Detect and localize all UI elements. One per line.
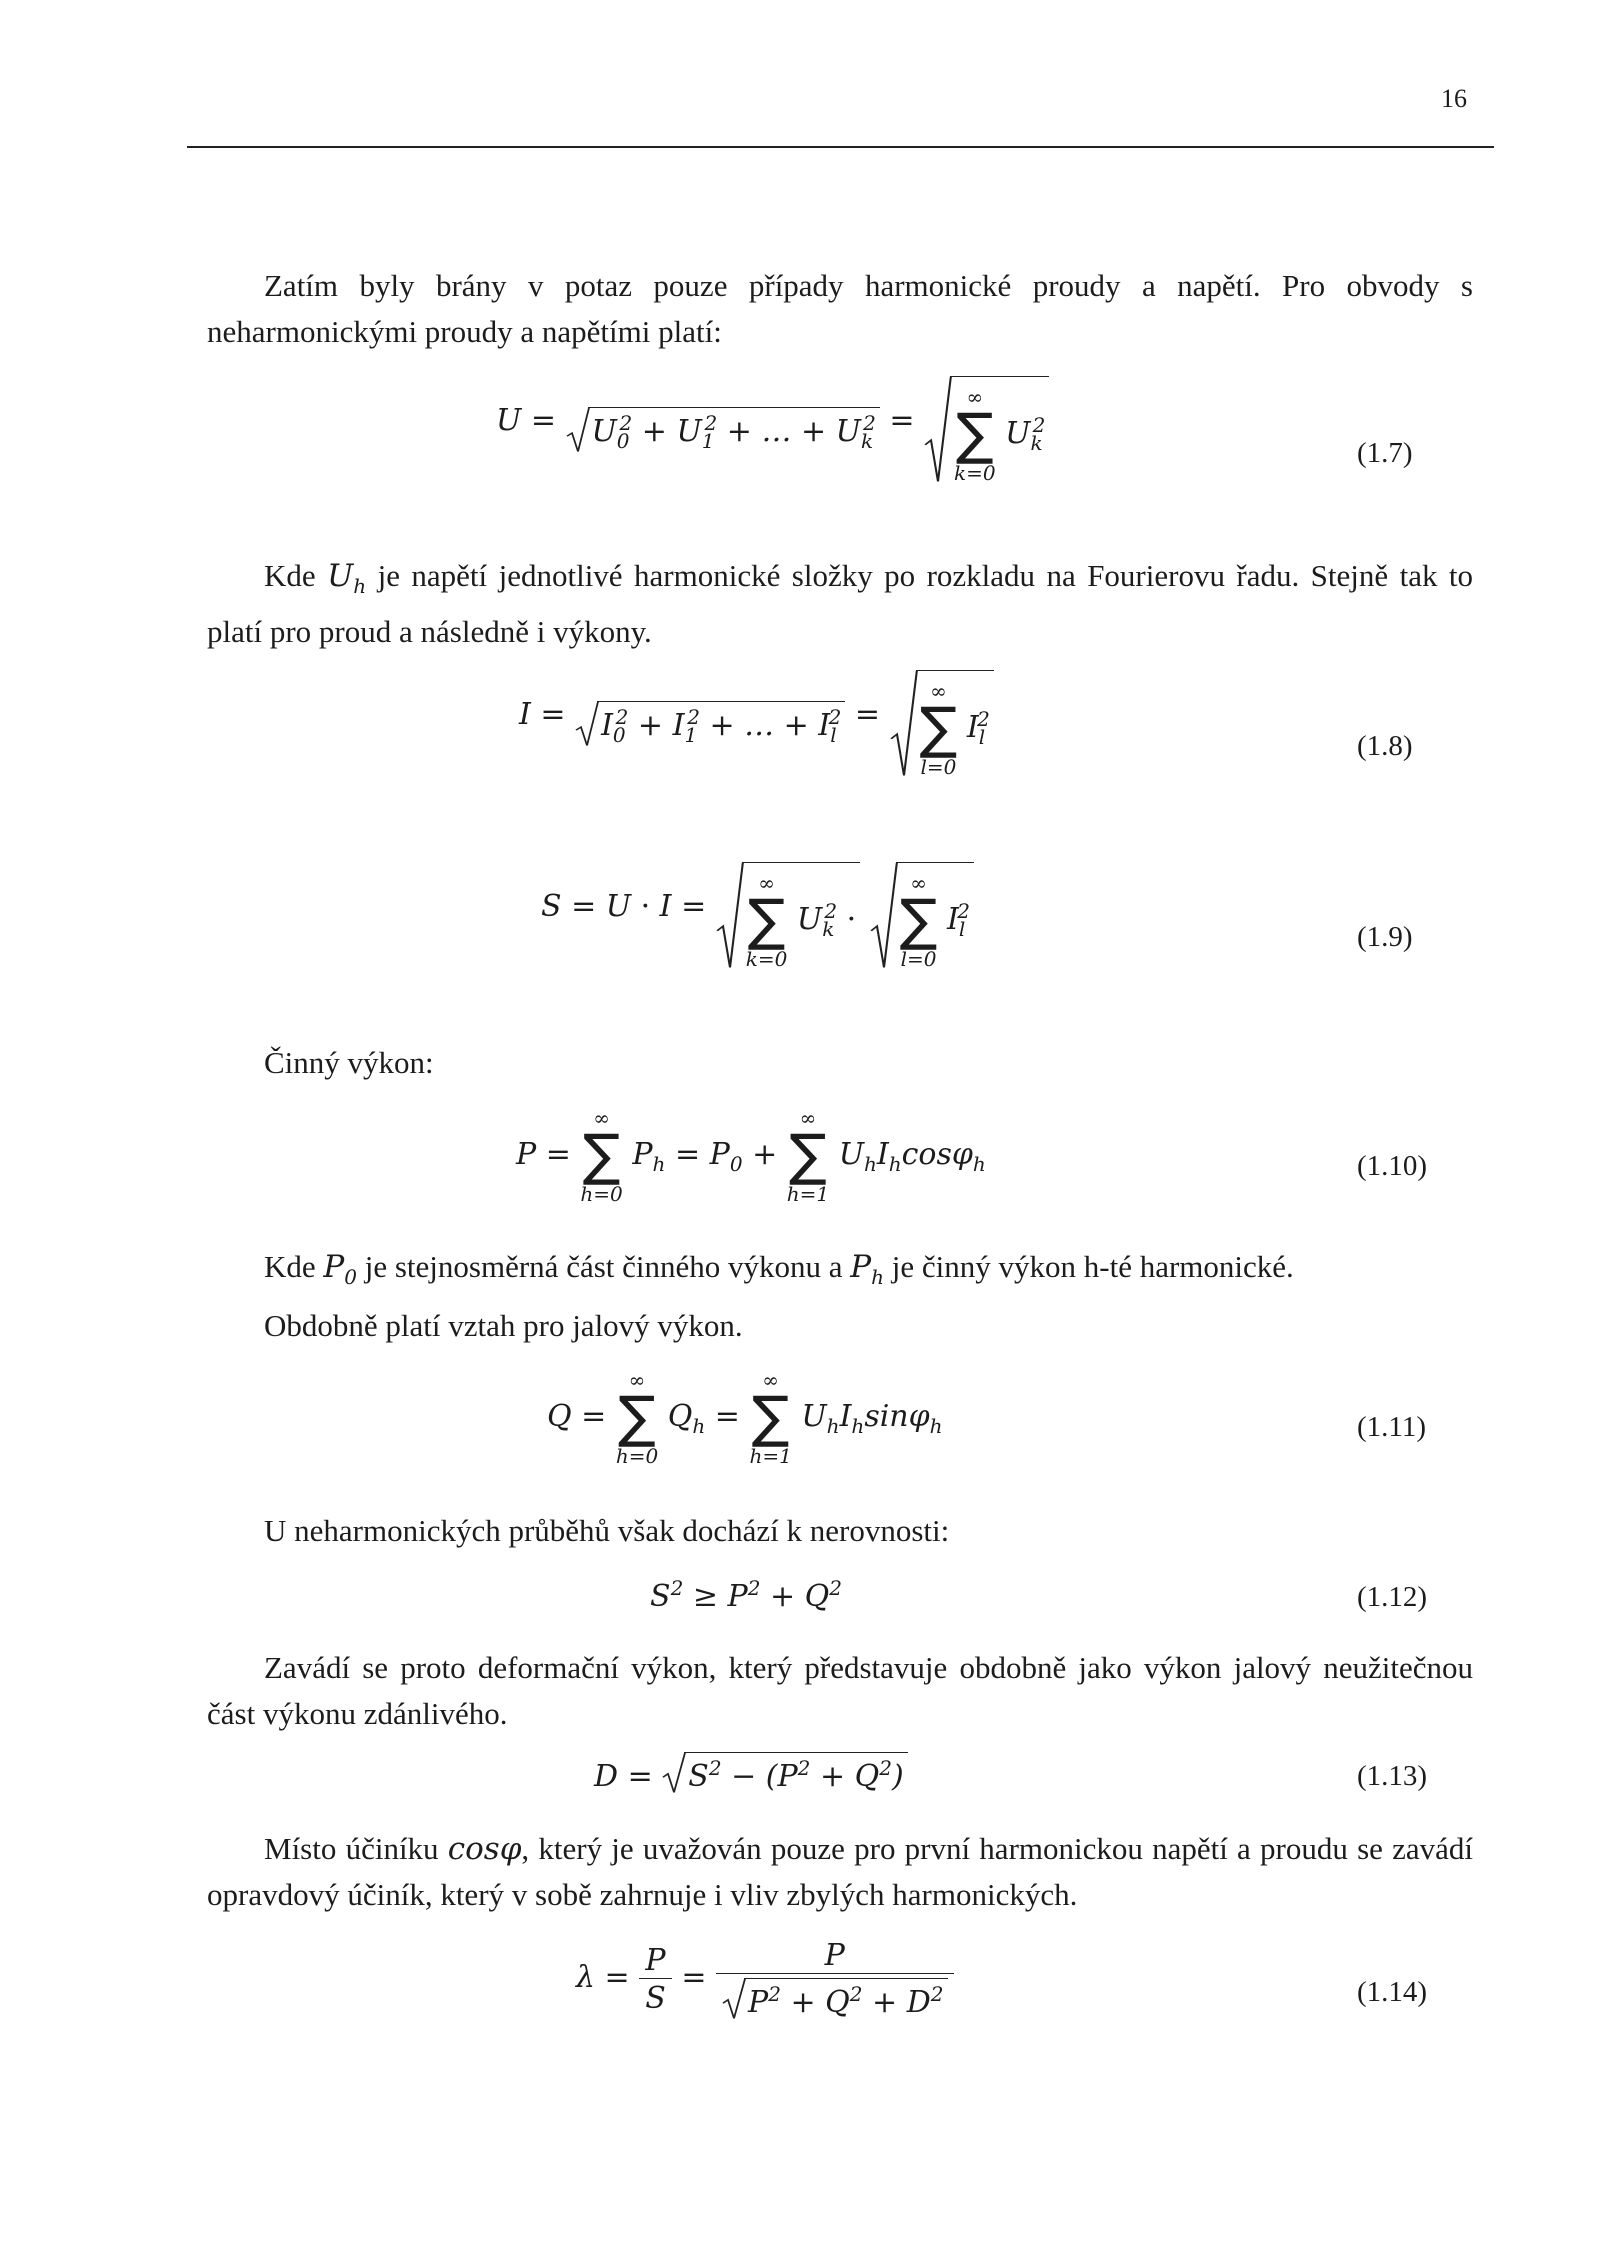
paragraph-inequality: U neharmonických průběhů však dochází k nerovnosti: xyxy=(264,1513,950,1548)
equation-number-1-10: (1.10) xyxy=(1357,1150,1428,1182)
equation-1-11: Q = ∞ ∑ h=0 $Q_h$ = ∞ ∑ h=1 $U_hI_h\sin\varphi_h$ xyxy=(547,1368,943,1468)
equation-number-1-12: (1.12) xyxy=(1357,1581,1428,1613)
paragraph-harmonic-voltage: Kde $U_h$ je napětí jednotlivé harmonické složky po rozkladu na Fourierovu řadu. Stejně tak to platí pro proud a následně i výkony. xyxy=(207,558,1474,650)
equation-number-1-9: (1.9) xyxy=(1357,921,1413,953)
paragraph-true-power-factor: Místo účiníku cosφ, který je uvažován pouze pro první harmonickou napětí a proudu se zavádí opravdový účiník, který v sobě zahrnuje i vliv zbylých harmonických. xyxy=(207,1831,1474,1912)
equation-number-1-7: (1.7) xyxy=(1357,437,1413,469)
equation-1-12: $S^2 \ge P^2 + Q^2$ xyxy=(650,1576,842,1614)
equation-number-1-13: (1.13) xyxy=(1357,1760,1428,1792)
page-number: 16 xyxy=(1441,84,1467,113)
equation-1-7: U = $U_0^2 + U_1^2$ + … + $U_k^2$ = ∞ ∑ k=0 $U_k^2$ xyxy=(496,376,1049,483)
label-active-power: Činný výkon: xyxy=(264,1045,434,1080)
equation-1-13: D = $S^2 - (P^2 + Q^2)$ xyxy=(594,1752,908,1794)
equation-1-8: I = $I_0^2 + I_1^2$ + … + $I_l^2$ = ∞ ∑ l=0 $I_l^2$ xyxy=(519,670,994,777)
paragraph-distortion-power: Zavádí se proto deformační výkon, který představuje obdobně jako výkon jalový neužitečnou část výkonu zdánlivého. xyxy=(207,1650,1473,1731)
equation-1-14: λ = $\frac{P}{S}$ = $\frac{P}{P^2 + Q^2 + D^2}$ xyxy=(576,1938,954,2020)
equation-1-9: S = U · I = ∞ ∑ k=0 $U_k^2$ · ∞ ∑ l=0 $I_l^2$ xyxy=(541,862,974,969)
paragraph-reactive-power: Obdobně platí vztah pro jalový výkon. xyxy=(264,1308,743,1343)
equation-number-1-8: (1.8) xyxy=(1357,730,1413,762)
equation-number-1-11: (1.11) xyxy=(1357,1411,1426,1443)
equation-1-10: P = ∞ ∑ h=0 $P_h = P_0$ + ∞ ∑ h=1 $U_hI_h\cos\varphi_h$ xyxy=(516,1106,986,1206)
paragraph-active-power-definition: Kde $P_0$ je stejnosměrná část činného výkonu a $P_h$ je činný výkon h-té harmonické. xyxy=(264,1249,1294,1290)
header-rule xyxy=(187,146,1494,148)
paragraph-intro: Zatím byly brány v potaz pouze případy harmonické proudy a napětí. Pro obvody s neharmonickými proudy a napětími platí: xyxy=(207,268,1473,349)
equation-number-1-14: (1.14) xyxy=(1357,1976,1428,2008)
